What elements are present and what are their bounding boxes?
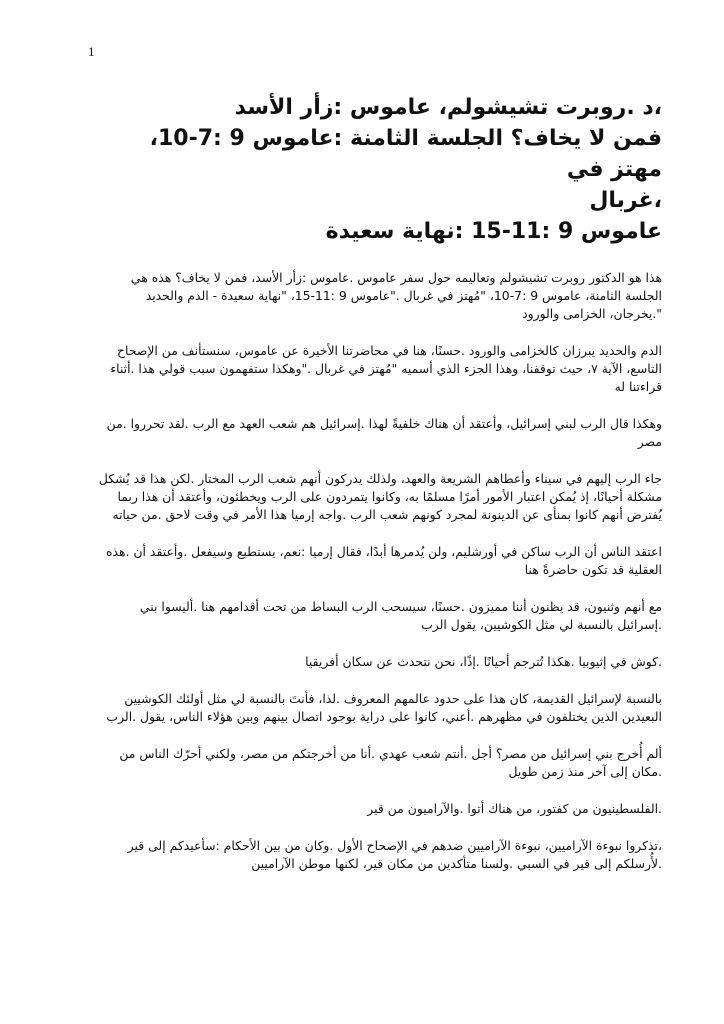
paragraph-9: ألم أُخرج بني إسرائيل من مصر؟ أجل .أنتم شعب عهدي .أنا من أخرجتكم من مصر، ولكني أحرّك الناس من .مكان إلى آخر منذ زمن طويل — [119, 746, 662, 779]
title-line-1: ،د .روبرت تشيشولم، عاموس :زأر الأسد — [234, 95, 662, 120]
paragraph-11: ،تذكروا نبوءة الآراميين، نبوءة الآراميين ضدهم في الإصحاح الأول .وكان من بين الأحكام :سأعيدكم إلى قير .لأُرسلكم إلى قير في السبي .ولسنا متأكدين من مكان قير، لكنها موطن الآراميين — [127, 838, 662, 871]
paragraph-3: وهكذا قال الرب لبني إسرائيل، وأعتقد أن هناك خلفيةً لهذا .إسرائيل هم شعب العهد مع الرب .لقد تحرروا .من مصر — [106, 416, 662, 449]
document-body — [96, 92, 662, 892]
paragraph-4: جاء الرب إليهم في سيناء وأعطاهم الشريعة والعهد، ولذلك يدركون أنهم شعب الرب المختار .لكن هذا قد يُشكل مشكلة أحيانًا، إذ يُمكن اعتبار الأمور أمرًا مسلمًا به، وكانوا يتمردون على الرب ويخطئون، وأعتقد أن هذا ربما يُفترض أنهم كانوا بمنأى عن الدينونة لمجرد كونهم شعب الرب .واجه إرميا هذا الأمر في وقت لاحق .من حياته — [98, 471, 662, 522]
document-title — [96, 92, 662, 247]
title-line-2: فمن لا يخاف؟ الجلسة الثامنة :عاموس 9 :7-10، مهتز في — [149, 126, 662, 182]
paragraph-10: .الفلسطينيون من كفتور، من هناك أتوا .والآراميون من قير — [367, 801, 662, 816]
title-line-4: عاموس 9 :11-15 :نهاية سعيدة — [325, 219, 662, 244]
page-number: 1 — [88, 44, 95, 59]
paragraph-6: مع أنهم وثنيون، قد يظنون أننا مميزون .حسنًا، سيسحب الرب البساط من تحت أقدامهم هنا .أليسوا بني .إسرائيل بالنسبة لي مثل الكوشيين، يقول الرب — [139, 599, 662, 632]
paragraph-2: الدم والحديد يبرزان كالخزامى والورود .حسنًا، هنا في محاضرتنا الأخيرة عن عاموس، سنستأنف من الإصحاح التاسع، الآية ٧، حيث توقفنا، وهذا الجزء الذي أسميه "مُهتز في غربال ."وهكذا ستفهمون سبب قولي هذا .أثناء قراءتنا له — [110, 343, 662, 394]
paragraph-5: اعتقد الناس أن الرب ساكن في أورشليم، ولن يُدمرها أبدًا، فقال إرميا :نعم، يستطيع وسيفعل .وأعتقد أن .هذه العقلية قد تكون حاضرةً هنا — [106, 544, 662, 577]
paragraph-7: .كوش في إثيوبيا .هكذا تُترجم أحيانًا .إذًا، نحن نتحدث عن سكان أفريقيا — [305, 654, 662, 669]
title-line-3: ،غربال — [589, 188, 662, 213]
paragraph-8: بالنسبة لإسرائيل القديمة، كان هذا على حدود عالمهم المعروف .لذا، فأنتَ بالنسبة لي مثل أولئك الكوشيين البعيدين الذين يختلفون في مظهرهم .أعني، كانوا على دراية بوجود اتصال بينهم وبين هؤلاء الناس، يقول .الرب — [106, 691, 662, 724]
paragraph-intro: هذا هو الدكتور روبرت تشيشولم وتعاليمه حول سفر عاموس .عاموس :زأر الأسد، فمن لا يخاف؟ هذه هي الجلسة الثامنة، عاموس 9 :7-10، "مُهتز في غربال ."عاموس 9 :11-15، "نهاية سعيدة - الدم والحديد ".يخرجان، الخزامى والورود — [130, 270, 662, 321]
